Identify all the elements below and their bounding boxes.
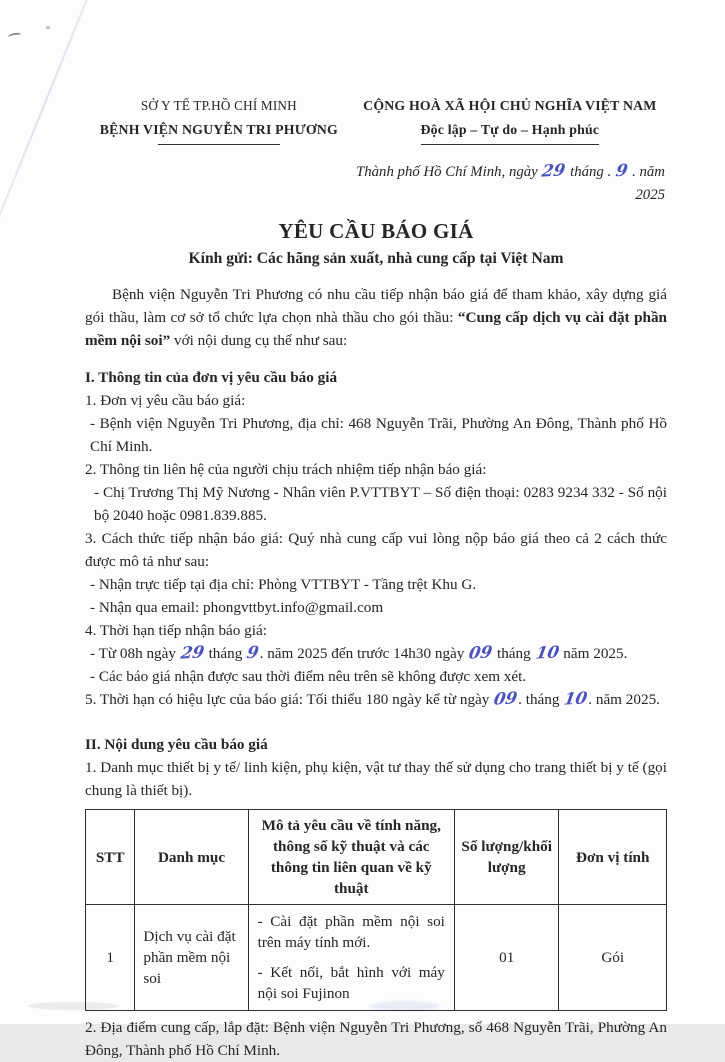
pen-mark (8, 32, 22, 41)
section-1-item-3: 3. Cách thức tiếp nhận báo giá: Quý nhà cung cấp vui lòng nộp báo giá theo cả 2 cách thức được mô tả như sau: (85, 530, 667, 570)
cell-so-luong: 01 (454, 905, 559, 1011)
deadline-text: - Từ 08h ngày (90, 645, 176, 662)
date-suffix: . năm 2025 (632, 164, 665, 203)
date-line (353, 161, 667, 207)
deadline-text: . năm 2025 đến trước 14h30 ngày (259, 645, 465, 662)
handwritten-validity-month: 10 (562, 688, 589, 709)
mo-ta-line-1: - Cài đặt phần mềm nội soi trên máy tính mới. (257, 913, 445, 951)
national-motto: Độc lập – Tự do – Hạnh phúc (420, 122, 600, 137)
date-mid: tháng . (570, 164, 612, 180)
cell-don-vi: Gói (559, 905, 667, 1011)
parent-org-name: SỞ Y TẾ TP.HỒ CHÍ MINH (140, 98, 297, 113)
section-1-item-4a (85, 642, 667, 665)
document-salutation: Kính gửi: Các hãng sản xuất, nhà cung cấp tại Việt Nam (188, 250, 564, 267)
intro-paragraph (85, 283, 667, 352)
document-content (85, 94, 667, 1062)
motto-underline (421, 144, 599, 145)
table-header-so-luong: Số lượng/khối lượng (454, 810, 559, 905)
table-header-mo-ta: Mô tả yêu cầu về tính năng, thông số kỹ thuật và các thông tin liên quan về kỹ thuật (248, 810, 454, 905)
org-underline (158, 144, 280, 145)
section-2-heading: II. Nội dung yêu cầu báo giá (85, 736, 268, 753)
validity-text: . tháng (518, 691, 560, 708)
document-title: YÊU CẦU BÁO GIÁ (278, 219, 474, 243)
paper-crease-line (0, 0, 90, 282)
national-header-block (353, 94, 667, 207)
quotation-table (85, 809, 667, 1011)
date-prefix: Thành phố Hồ Chí Minh, ngày (356, 164, 538, 180)
deadline-text: năm 2025. (563, 645, 628, 662)
table-header-don-vi: Đơn vị tính (559, 810, 667, 905)
section-1-item-4b: - Các báo giá nhận được sau thời điểm nêu trên sẽ không được xem xét. (90, 668, 527, 685)
table-header-danh-muc: Danh mục (135, 810, 248, 905)
section-2-item-2: 2. Địa điểm cung cấp, lắp đặt: Bệnh viện Nguyễn Tri Phương, số 468 Nguyễn Trãi, Phường An Đông, Thành phố Hồ Chí Minh. (85, 1019, 667, 1059)
hospital-name: BỆNH VIỆN NGUYỄN TRI PHƯƠNG (99, 122, 338, 137)
section-1-item-5 (85, 688, 667, 711)
section-1-item-1: 1. Đơn vị yêu cầu báo giá: (85, 392, 246, 409)
national-title: CỘNG HOÀ XÃ HỘI CHỦ NGHĨA VIỆT NAM (363, 98, 657, 113)
section-1-item-3a: - Nhận trực tiếp tại địa chỉ: Phòng VTTBYT - Tầng trệt Khu G. (90, 576, 477, 593)
handwritten-month: 9 (614, 160, 630, 181)
handwritten-end-month: 10 (533, 642, 561, 663)
section-1-item-1a: - Bệnh viện Nguyễn Tri Phương, địa chỉ: 468 Nguyễn Trãi, Phường An Đông, Thành phố Hồ Chí Minh. (90, 415, 667, 455)
package-name: “Cung cấp dịch vụ cài đặt phần mềm nội soi” (85, 309, 667, 349)
section-1-item-2: 2. Thông tin liên hệ của người chịu trách nhiệm tiếp nhận báo giá: (85, 461, 487, 478)
intro-text-end: với nội dung cụ thể như sau: (170, 332, 348, 349)
table-header-row (86, 810, 667, 905)
cell-danh-muc: Dịch vụ cài đặt phần mềm nội soi (135, 905, 248, 1011)
section-1-heading: I. Thông tin của đơn vị yêu cầu báo giá (85, 369, 338, 386)
pen-mark (46, 26, 50, 29)
handwritten-end-day: 09 (467, 642, 494, 663)
section-1-item-2a: - Chị Trương Thị Mỹ Nương - Nhân viên P.VTTBYT – Số điện thoại: 0283 9234 332 - Số nội bộ 2040 hoặc 0981.839.885. (94, 484, 667, 524)
section-1-item-4: 4. Thời hạn tiếp nhận báo giá: (85, 622, 267, 639)
validity-text: 5. Thời hạn có hiệu lực của báo giá: Tối thiểu 180 ngày kể từ ngày (85, 691, 490, 708)
deadline-text: tháng (208, 645, 243, 662)
section-1-item-3b: - Nhận qua email: phongvttbyt.info@gmail.com (90, 599, 384, 616)
document-header (85, 94, 667, 207)
intro-text: Bệnh viện Nguyễn Tri Phương có nhu cầu tiếp nhận báo giá để tham khảo, xây dựng giá gói thầu, làm cơ sở tổ chức lựa chọn nhà thầu cho gói thầu: (85, 286, 667, 326)
handwritten-start-month: 9 (245, 642, 261, 663)
table-header-stt: STT (86, 810, 135, 905)
cell-mo-ta (248, 905, 454, 1011)
validity-text: . năm 2025. (588, 691, 660, 708)
handwritten-validity-day: 09 (492, 688, 519, 709)
cell-stt: 1 (86, 905, 135, 1011)
handwritten-day: 29 (540, 160, 568, 181)
mo-ta-line-2: - Kết nối, bắt hình với máy nội soi Fujinon (257, 964, 445, 1002)
section-2-item-1: 1. Danh mục thiết bị y tế/ linh kiện, phụ kiện, vật tư thay thế sử dụng cho trang thiết bị y tế (gọi chung là thiết bị). (85, 759, 667, 799)
handwritten-start-day: 29 (179, 642, 206, 663)
deadline-text: tháng (496, 645, 531, 662)
table-row (86, 905, 667, 1011)
issuing-org-block (85, 94, 353, 207)
